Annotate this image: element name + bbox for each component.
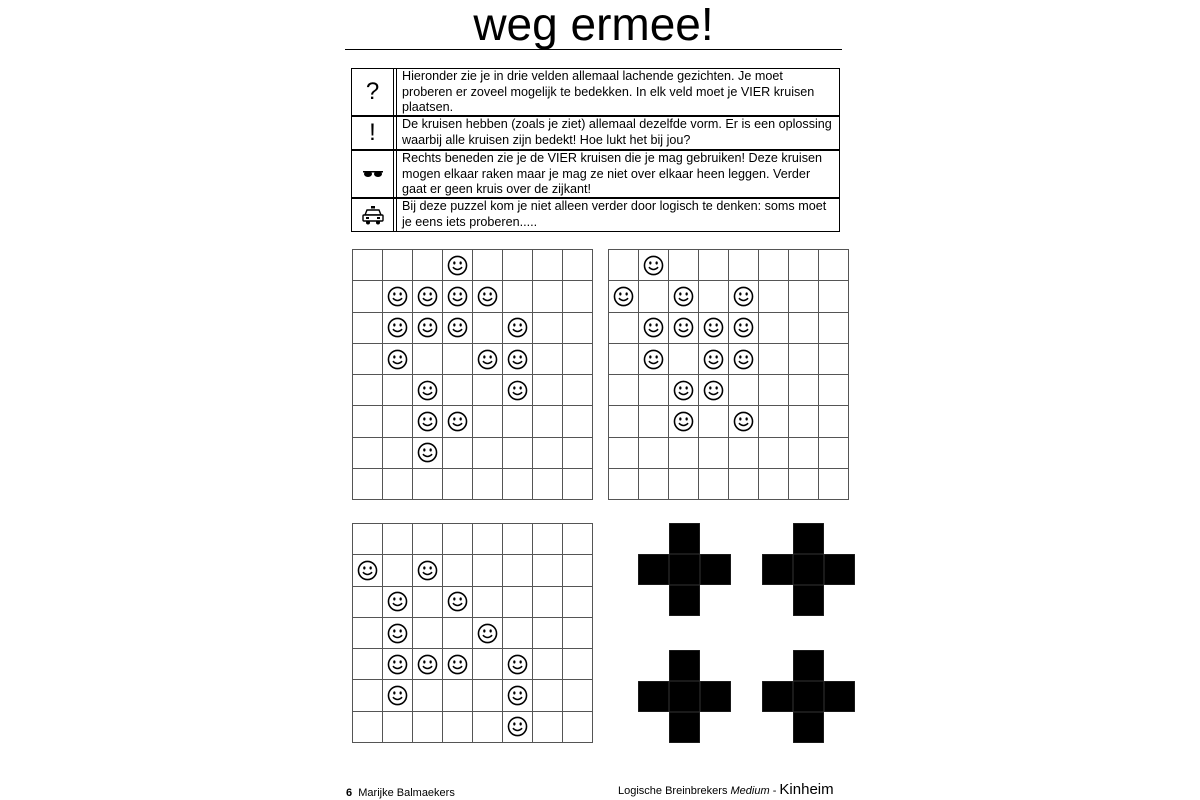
- grid-cell[interactable]: [699, 281, 729, 312]
- cross-square: [793, 681, 824, 712]
- grid-cell[interactable]: [533, 586, 563, 617]
- grid-cell[interactable]: [443, 406, 473, 437]
- smiley-icon: [387, 685, 408, 706]
- grid-cell[interactable]: [413, 281, 443, 312]
- smiley-icon: [447, 654, 468, 675]
- smiley-icon: [507, 716, 528, 737]
- instruction-text: Hieronder zie je in drie velden allemaal lachende gezichten. Je moet proberen er zoveel mogelijk te bedekken. In elk veld moet je VIER kruisen plaatsen.: [402, 69, 815, 114]
- grid-cell[interactable]: [413, 586, 443, 617]
- grid-cell[interactable]: [443, 524, 473, 555]
- cross-piece-2[interactable]: [762, 523, 855, 616]
- grid-cell[interactable]: [699, 406, 729, 437]
- grid-cell[interactable]: [473, 281, 503, 312]
- grid-cell[interactable]: [383, 524, 413, 555]
- smiley-icon: [417, 286, 438, 307]
- grid-cell[interactable]: [473, 312, 503, 343]
- grid-cell[interactable]: [383, 406, 413, 437]
- grid-cell[interactable]: [729, 375, 759, 406]
- grid-cell[interactable]: [503, 250, 533, 281]
- grid-cell[interactable]: [669, 437, 699, 468]
- grid-cell[interactable]: [503, 586, 533, 617]
- grid-cell[interactable]: [639, 437, 669, 468]
- footer-left: [346, 786, 455, 800]
- grid-cell[interactable]: [383, 555, 413, 586]
- grid-cell[interactable]: [503, 555, 533, 586]
- cross-square: [669, 554, 700, 585]
- grid-cell[interactable]: [819, 250, 849, 281]
- smiley-icon: [417, 411, 438, 432]
- page-number: 6: [346, 787, 353, 799]
- grid-cell[interactable]: [639, 406, 669, 437]
- grid-cell[interactable]: [819, 469, 849, 500]
- grid-cell[interactable]: [413, 524, 443, 555]
- smiley-icon: [417, 560, 438, 581]
- grid-cell[interactable]: [473, 469, 503, 500]
- grid-cell[interactable]: [413, 680, 443, 711]
- grid-cell[interactable]: [383, 586, 413, 617]
- grid-cell[interactable]: [563, 524, 593, 555]
- grid-cell[interactable]: [819, 375, 849, 406]
- instruction-row-sunglasses: [351, 150, 840, 198]
- grid-cell[interactable]: [413, 250, 443, 281]
- grid-cell[interactable]: [353, 281, 383, 312]
- smiley-icon: [387, 591, 408, 612]
- grid-cell[interactable]: [473, 680, 503, 711]
- instruction-text: Rechts beneden zie je de VIER kruisen die je mag gebruiken! Deze kruisen mogen elkaar raken maar je mag ze niet over elkaar heen leggen. Verder gaat er geen kruis over de zijkant!: [402, 151, 823, 196]
- smiley-icon: [733, 317, 754, 338]
- instruction-row-exclamation: [351, 116, 840, 150]
- grid-cell[interactable]: [789, 343, 819, 374]
- instruction-text: De kruisen hebben (zoals je ziet) allemaal dezelfde vorm. Er is een oplossing waarbij alle kruisen zijn bedekt! Hoe lukt het bij jou?: [402, 117, 832, 147]
- grid-cell[interactable]: [819, 343, 849, 374]
- grid-cell[interactable]: [353, 469, 383, 500]
- smiley-icon: [447, 255, 468, 276]
- grid-cell[interactable]: [819, 281, 849, 312]
- smiley-icon: [387, 623, 408, 644]
- grid-cell[interactable]: [473, 406, 503, 437]
- grid-cell[interactable]: [383, 375, 413, 406]
- grid-cell[interactable]: [563, 437, 593, 468]
- grid-cell[interactable]: [699, 375, 729, 406]
- grid-cell[interactable]: [669, 281, 699, 312]
- grid-cell[interactable]: [699, 312, 729, 343]
- grid-cell[interactable]: [413, 406, 443, 437]
- grid-cell[interactable]: [353, 649, 383, 680]
- grid-cell[interactable]: [563, 617, 593, 648]
- author-name: Marijke Balmaekers: [358, 787, 455, 799]
- smiley-icon: [507, 380, 528, 401]
- grid-cell[interactable]: [609, 312, 639, 343]
- grid-cell[interactable]: [669, 343, 699, 374]
- grid-cell[interactable]: [639, 469, 669, 500]
- grid-cell[interactable]: [533, 375, 563, 406]
- grid-cell[interactable]: [503, 617, 533, 648]
- grid-cell[interactable]: [443, 250, 473, 281]
- puzzle-grid-2[interactable]: [608, 249, 849, 500]
- grid-cell[interactable]: [473, 649, 503, 680]
- grid-cell[interactable]: [413, 711, 443, 742]
- grid-cell[interactable]: [669, 469, 699, 500]
- cross-square: [793, 554, 824, 585]
- grid-cell[interactable]: [383, 312, 413, 343]
- grid-cell[interactable]: [533, 649, 563, 680]
- grid-cell[interactable]: [503, 524, 533, 555]
- grid-cell[interactable]: [563, 586, 593, 617]
- smiley-icon: [643, 317, 664, 338]
- grid-cell[interactable]: [563, 649, 593, 680]
- cross-square: [793, 650, 824, 681]
- smiley-icon: [357, 560, 378, 581]
- cross-square: [669, 650, 700, 681]
- grid-cell[interactable]: [473, 617, 503, 648]
- grid-cell[interactable]: [413, 437, 443, 468]
- grid-cell[interactable]: [759, 375, 789, 406]
- smiley-icon: [417, 380, 438, 401]
- grid-cell[interactable]: [563, 680, 593, 711]
- smiley-icon: [387, 317, 408, 338]
- grid-cell[interactable]: [413, 375, 443, 406]
- grid-cell[interactable]: [443, 469, 473, 500]
- smiley-icon: [507, 654, 528, 675]
- smiley-icon: [417, 654, 438, 675]
- grid-cell[interactable]: [729, 469, 759, 500]
- grid-cell[interactable]: [383, 469, 413, 500]
- cross-square: [700, 554, 731, 585]
- grid-cell[interactable]: [353, 586, 383, 617]
- cross-square: [793, 712, 824, 743]
- grid-cell[interactable]: [699, 343, 729, 374]
- cross-square: [638, 554, 669, 585]
- grid-cell[interactable]: [669, 406, 699, 437]
- grid-cell[interactable]: [473, 343, 503, 374]
- grid-cell[interactable]: [383, 711, 413, 742]
- smiley-icon: [643, 349, 664, 370]
- smiley-icon: [673, 317, 694, 338]
- grid-cell[interactable]: [609, 437, 639, 468]
- grid-cell[interactable]: [383, 343, 413, 374]
- grid-cell[interactable]: [699, 437, 729, 468]
- smiley-icon: [703, 380, 724, 401]
- grid-cell[interactable]: [443, 711, 473, 742]
- cross-piece-1[interactable]: [638, 523, 731, 616]
- smiley-icon: [733, 286, 754, 307]
- grid-cell[interactable]: [639, 281, 669, 312]
- grid-cell[interactable]: [353, 437, 383, 468]
- grid-cell[interactable]: [639, 375, 669, 406]
- grid-cell[interactable]: [669, 312, 699, 343]
- cross-square: [793, 585, 824, 616]
- grid-cell[interactable]: [609, 406, 639, 437]
- grid-cell[interactable]: [353, 406, 383, 437]
- grid-cell[interactable]: [609, 469, 639, 500]
- cross-square: [762, 681, 793, 712]
- title-divider: [345, 49, 842, 50]
- grid-cell[interactable]: [759, 406, 789, 437]
- cross-square: [824, 554, 855, 585]
- grid-cell[interactable]: [503, 649, 533, 680]
- grid-cell[interactable]: [353, 555, 383, 586]
- grid-cell[interactable]: [759, 343, 789, 374]
- smiley-icon: [447, 317, 468, 338]
- grid-cell[interactable]: [443, 437, 473, 468]
- grid-cell[interactable]: [759, 281, 789, 312]
- grid-cell[interactable]: [563, 406, 593, 437]
- question-mark-icon: ?: [352, 69, 394, 115]
- grid-cell[interactable]: [383, 250, 413, 281]
- smiley-icon: [673, 411, 694, 432]
- cross-square: [762, 554, 793, 585]
- grid-cell[interactable]: [759, 469, 789, 500]
- cross-square: [669, 712, 700, 743]
- grid-cell[interactable]: [383, 649, 413, 680]
- grid-cell[interactable]: [789, 312, 819, 343]
- puzzle-grid-3[interactable]: [352, 523, 593, 743]
- grid-cell[interactable]: [503, 312, 533, 343]
- grid-cell[interactable]: [443, 649, 473, 680]
- smiley-icon: [507, 349, 528, 370]
- smiley-icon: [387, 286, 408, 307]
- cross-square: [669, 585, 700, 616]
- smiley-icon: [417, 442, 438, 463]
- cross-square: [793, 523, 824, 554]
- grid-cell[interactable]: [563, 343, 593, 374]
- grid-cell[interactable]: [443, 617, 473, 648]
- grid-cell[interactable]: [353, 250, 383, 281]
- grid-cell[interactable]: [819, 437, 849, 468]
- grid-cell[interactable]: [699, 250, 729, 281]
- grid-cell[interactable]: [353, 711, 383, 742]
- grid-cell[interactable]: [729, 281, 759, 312]
- grid-cell[interactable]: [639, 250, 669, 281]
- grid-cell[interactable]: [669, 250, 699, 281]
- grid-cell[interactable]: [609, 375, 639, 406]
- grid-cell[interactable]: [563, 250, 593, 281]
- grid-cell[interactable]: [563, 469, 593, 500]
- grid-cell[interactable]: [533, 312, 563, 343]
- smiley-icon: [673, 286, 694, 307]
- grid-cell[interactable]: [503, 343, 533, 374]
- grid-cell[interactable]: [789, 375, 819, 406]
- cross-piece-3[interactable]: [638, 650, 731, 743]
- exclamation-mark-icon: !: [352, 117, 394, 149]
- grid-cell[interactable]: [533, 680, 563, 711]
- grid-cell[interactable]: [639, 343, 669, 374]
- grid-cell[interactable]: [473, 586, 503, 617]
- grid-cell[interactable]: [473, 524, 503, 555]
- grid-cell[interactable]: [729, 343, 759, 374]
- cross-square: [669, 523, 700, 554]
- grid-cell[interactable]: [443, 375, 473, 406]
- grid-cell[interactable]: [443, 680, 473, 711]
- smiley-icon: [447, 411, 468, 432]
- smiley-icon: [703, 349, 724, 370]
- grid-cell[interactable]: [563, 312, 593, 343]
- grid-cell[interactable]: [383, 281, 413, 312]
- grid-cell[interactable]: [413, 617, 443, 648]
- grid-cell[interactable]: [353, 312, 383, 343]
- cross-piece-4[interactable]: [762, 650, 855, 743]
- grid-cell[interactable]: [819, 406, 849, 437]
- grid-cell[interactable]: [789, 250, 819, 281]
- grid-cell[interactable]: [503, 469, 533, 500]
- grid-cell[interactable]: [533, 711, 563, 742]
- grid-cell[interactable]: [413, 312, 443, 343]
- smiley-icon: [387, 654, 408, 675]
- grid-cell[interactable]: [533, 281, 563, 312]
- grid-cell[interactable]: [383, 437, 413, 468]
- grid-cell[interactable]: [533, 617, 563, 648]
- grid-cell[interactable]: [413, 343, 443, 374]
- grid-cell[interactable]: [503, 406, 533, 437]
- smiley-icon: [477, 286, 498, 307]
- grid-cell[interactable]: [563, 555, 593, 586]
- grid-cell[interactable]: [353, 343, 383, 374]
- grid-cell[interactable]: [563, 711, 593, 742]
- grid-cell[interactable]: [503, 281, 533, 312]
- grid-cell[interactable]: [443, 281, 473, 312]
- grid-cell[interactable]: [729, 406, 759, 437]
- grid-cell[interactable]: [759, 437, 789, 468]
- publisher-name: Kinheim: [779, 781, 834, 798]
- grid-cell[interactable]: [353, 680, 383, 711]
- grid-cell[interactable]: [473, 250, 503, 281]
- smiley-icon: [613, 286, 634, 307]
- grid-cell[interactable]: [563, 281, 593, 312]
- instruction-text: Bij deze puzzel kom je niet alleen verder door logisch te denken: soms moet je eens iets proberen.....: [402, 199, 827, 229]
- cross-square: [669, 681, 700, 712]
- instruction-row-question: [351, 68, 840, 116]
- grid-cell[interactable]: [473, 555, 503, 586]
- grid-cell[interactable]: [533, 555, 563, 586]
- grid-cell[interactable]: [609, 343, 639, 374]
- grid-cell[interactable]: [729, 312, 759, 343]
- grid-cell[interactable]: [533, 524, 563, 555]
- grid-cell[interactable]: [609, 281, 639, 312]
- grid-cell[interactable]: [533, 343, 563, 374]
- grid-cell[interactable]: [789, 406, 819, 437]
- grid-cell[interactable]: [819, 312, 849, 343]
- smiley-icon: [477, 623, 498, 644]
- grid-cell[interactable]: [533, 437, 563, 468]
- cross-square: [824, 681, 855, 712]
- grid-cell[interactable]: [699, 469, 729, 500]
- grid-cell[interactable]: [353, 617, 383, 648]
- grid-cell[interactable]: [759, 250, 789, 281]
- grid-cell[interactable]: [413, 469, 443, 500]
- grid-cell[interactable]: [503, 375, 533, 406]
- grid-cell[interactable]: [473, 375, 503, 406]
- smiley-icon: [673, 380, 694, 401]
- grid-cell[interactable]: [443, 555, 473, 586]
- grid-cell[interactable]: [383, 680, 413, 711]
- grid-cell[interactable]: [729, 250, 759, 281]
- grid-cell[interactable]: [563, 375, 593, 406]
- smiley-icon: [733, 411, 754, 432]
- smiley-icon: [477, 349, 498, 370]
- grid-cell[interactable]: [669, 375, 699, 406]
- puzzle-grid-1[interactable]: [352, 249, 593, 500]
- cross-square: [700, 681, 731, 712]
- footer-right: Logische Breinbrekers Medium - Kinheim: [618, 781, 834, 798]
- grid-cell[interactable]: [413, 649, 443, 680]
- smiley-icon: [447, 286, 468, 307]
- grid-cell[interactable]: [639, 312, 669, 343]
- grid-cell[interactable]: [353, 524, 383, 555]
- grid-cell[interactable]: [609, 250, 639, 281]
- grid-cell[interactable]: [473, 437, 503, 468]
- grid-cell[interactable]: [503, 437, 533, 468]
- grid-cell[interactable]: [789, 281, 819, 312]
- grid-cell[interactable]: [759, 312, 789, 343]
- smiley-icon: [417, 317, 438, 338]
- grid-cell[interactable]: [503, 711, 533, 742]
- grid-cell[interactable]: [729, 437, 759, 468]
- grid-cell[interactable]: [383, 617, 413, 648]
- grid-cell[interactable]: [443, 343, 473, 374]
- cross-square: [638, 681, 669, 712]
- grid-cell[interactable]: [353, 375, 383, 406]
- grid-cell[interactable]: [789, 469, 819, 500]
- smiley-icon: [507, 317, 528, 338]
- smiley-icon: [387, 349, 408, 370]
- grid-cell[interactable]: [413, 555, 443, 586]
- grid-cell[interactable]: [443, 312, 473, 343]
- smiley-icon: [507, 685, 528, 706]
- police-car-icon: [352, 199, 394, 231]
- instruction-row-police: [351, 198, 840, 232]
- smiley-icon: [733, 349, 754, 370]
- sunglasses-icon: [352, 151, 394, 197]
- grid-cell[interactable]: [533, 406, 563, 437]
- grid-cell[interactable]: [473, 711, 503, 742]
- grid-cell[interactable]: [533, 250, 563, 281]
- grid-cell[interactable]: [443, 586, 473, 617]
- page-title: weg ermee!: [473, 0, 714, 50]
- smiley-icon: [643, 255, 664, 276]
- grid-cell[interactable]: [503, 680, 533, 711]
- grid-cell[interactable]: [789, 437, 819, 468]
- grid-cell[interactable]: [533, 469, 563, 500]
- smiley-icon: [447, 591, 468, 612]
- smiley-icon: [703, 317, 724, 338]
